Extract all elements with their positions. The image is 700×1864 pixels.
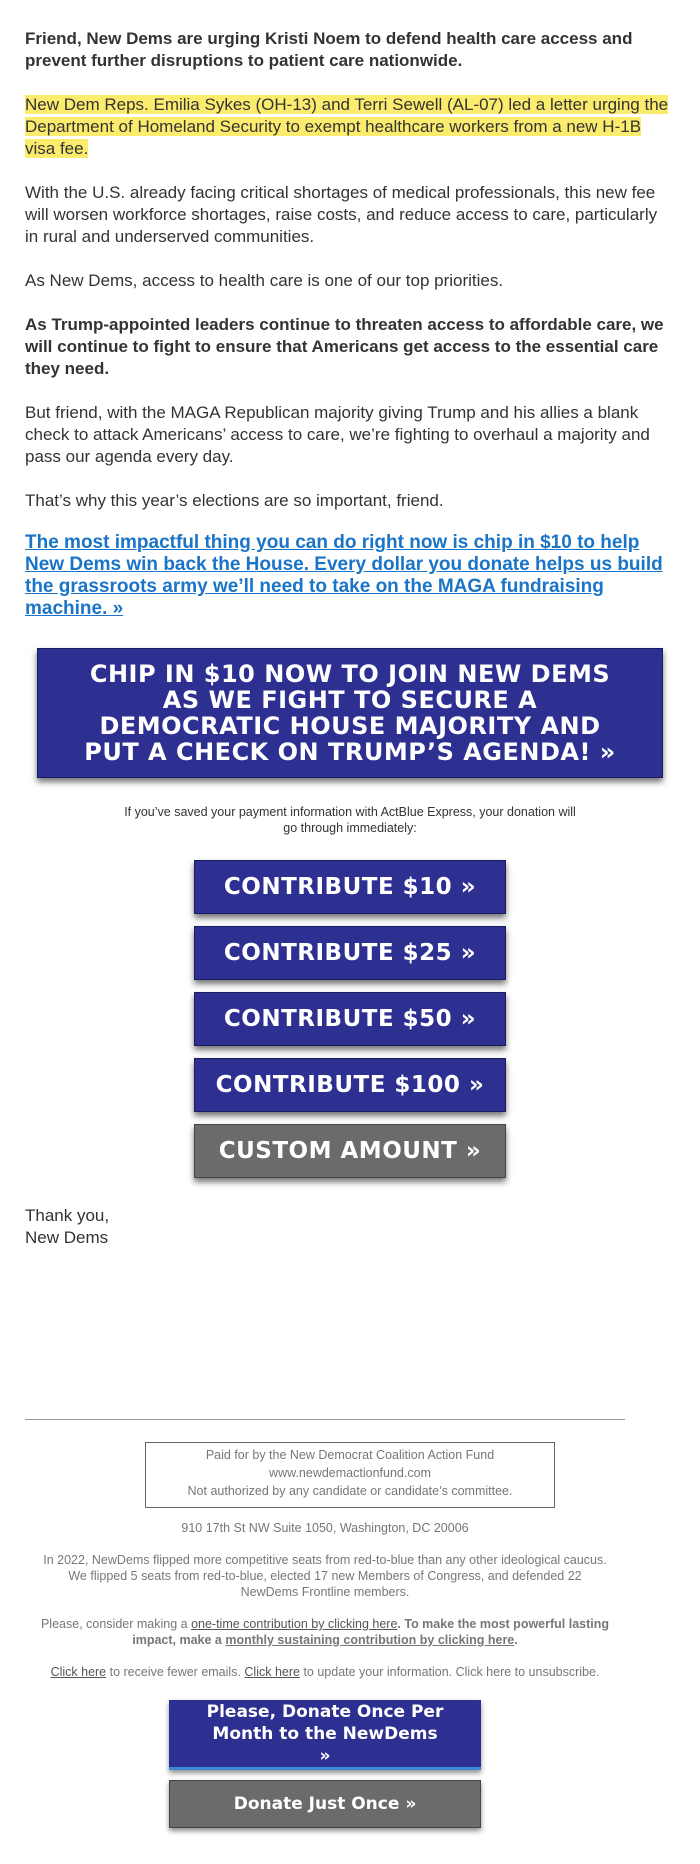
not-authorized-text: Not authorized by any candidate or candidate’s committee. [187,1484,513,1498]
fewer-emails-link[interactable]: Click here [50,1665,107,1679]
signature-name: New Dems [25,1228,109,1247]
consider-mid: . To make the most powerful lasting impact, make a [132,1617,610,1647]
body-paragraph-5: That’s why this year’s elections are so important, friend. [25,491,444,510]
custom-amount-button[interactable]: CUSTOM AMOUNT » [194,1124,506,1178]
consider-pre: Please, consider making a [40,1617,192,1631]
body-paragraph-2: As New Dems, access to health care is one of our top priorities. [25,271,504,290]
paid-for-disclaimer [145,1442,555,1508]
update-info-text: to update your information. Click here to unsubscribe. [299,1665,600,1679]
highlighted-text: New Dem Reps. Emilia Sykes (OH-13) and Terri Sewell (AL-07) led a letter urging the Department of Homeland Security to exempt healthcare workers from a new H-1B visa fee. [25,95,669,158]
chip-in-button[interactable]: CHIP IN $10 NOW TO JOIN NEW DEMS AS WE FIGHT TO SECURE A DEMOCRATIC HOUSE MAJORITY AND PUT A CHECK ON TRUMP’S AGENDA! » [37,648,663,778]
update-info-link[interactable]: Click here [244,1665,300,1679]
contribute-10-button[interactable]: CONTRIBUTE $10 » [194,860,506,914]
contribute-25-button[interactable]: CONTRIBUTE $25 » [194,926,506,980]
donate-monthly-label: Please, Donate Once Per Month to the NewDems » [206,1701,444,1766]
paid-for-text: Paid for by the New Democrat Coalition Action Fund [205,1448,495,1462]
donate-monthly-button[interactable] [169,1700,481,1770]
intro-paragraph: Friend, New Dems are urging Kristi Noem to defend health care access and prevent further disruptions to patient care nationwide. [25,29,633,70]
consider-end: . [514,1633,518,1647]
donate-once-button[interactable]: Donate Just Once » [169,1780,481,1828]
contribution-options-text [40,1616,610,1648]
actblue-express-note [25,804,675,836]
body-paragraph-3: As Trump-appointed leaders continue to threaten access to affordable care, we will continue to fight to ensure that Americans get access to the essential care they need. [25,315,664,378]
monthly-contribution-link[interactable]: monthly sustaining contribution by clicking here [225,1633,515,1647]
signature-closing: Thank you, [25,1206,110,1225]
highlight-paragraph [25,94,675,160]
mailing-address: 910 17th St NW Suite 1050, Washington, DC 20006 [181,1521,469,1535]
email-preferences-text [40,1664,610,1680]
actblue-express-text: If you’ve saved your payment information with ActBlue Express, your donation will go through immediately: [124,805,576,835]
body-paragraph-1: With the U.S. already facing critical shortages of medical professionals, this new fee will worsen workforce shortages, raise costs, and reduce access to care, particularly in rural and underserved communities. [25,183,658,246]
fewer-emails-text: to receive fewer emails. [106,1665,245,1679]
contribute-100-button[interactable]: CONTRIBUTE $100 » [194,1058,506,1112]
body-paragraph-4: But friend, with the MAGA Republican majority giving Trump and his allies a blank check to attack Americans’ access to care, we’re fighting to overhaul a majority and pass our agenda every day. [25,403,650,466]
footer-divider [25,1419,625,1420]
signature [25,1205,109,1249]
one-time-contribution-link[interactable]: one-time contribution by clicking here [191,1617,398,1631]
donate-cta-link[interactable]: The most impactful thing you can do right now is chip in $10 to help New Dems win back the House. Every dollar you donate helps us build the grassroots army we’ll need to take on the MAGA fundraising machine. » [25,532,663,619]
record-text: In 2022, NewDems flipped more competitive seats from red-to-blue than any other ideological caucus. We flipped 5 seats from red-to-blue, elected 17 new Members of Congress, and defended 22 NewDems Frontline members. [43,1553,607,1599]
contribute-50-button[interactable]: CONTRIBUTE $50 » [194,992,506,1046]
website-text: www.newdemactionfund.com [269,1466,431,1480]
